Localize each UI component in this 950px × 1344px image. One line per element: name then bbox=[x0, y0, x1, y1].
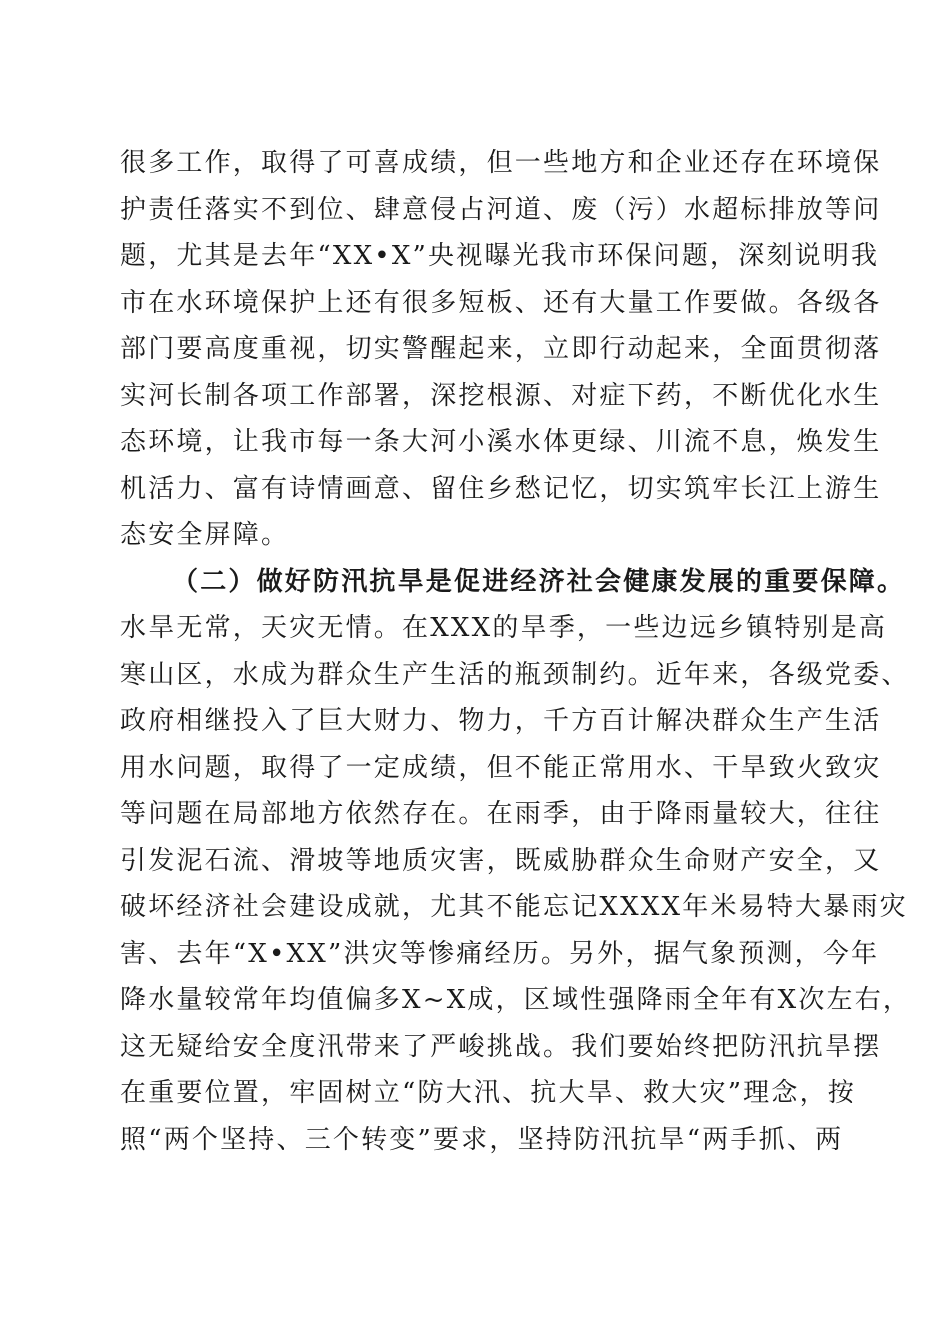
text-line: 用水问题，取得了一定成绩，但不能正常用水、干旱致火致灾 bbox=[120, 752, 882, 783]
text-line: 在重要位置，牢固树立“防大汛、抗大旱、救大灾”理念，按 bbox=[120, 1078, 856, 1108]
text-line: 题，尤其是去年“XX•X”央视曝光我市环保问题，深刻说明我 bbox=[120, 241, 880, 271]
text-line: 态环境，让我市每一条大河小溪水体更绿、川流不息，焕发生 bbox=[120, 427, 882, 457]
text-line: 水旱无常，天灾无情。在XXX的旱季，一些边远乡镇特别是高 bbox=[120, 613, 888, 643]
text-line: 市在水环境保护上还有很多短板、还有大量工作要做。各级各 bbox=[120, 287, 882, 318]
text-line: 寒山区，水成为群众生产生活的瓶颈制约。近年来，各级党委、 bbox=[120, 659, 910, 690]
text-line: 这无疑给安全度汛带来了严峻挑战。我们要始终把防汛抗旱摆 bbox=[120, 1031, 882, 1062]
text-line: 引发泥石流、滑坡等地质灾害，既威胁群众生命财产安全，又 bbox=[120, 845, 882, 876]
text-line: 护责任落实不到位、肆意侵占河道、废（污）水超标排放等问 bbox=[120, 194, 882, 225]
text-line: 政府相继投入了巨大财力、物力，千方百计解决群众生产生活 bbox=[120, 706, 882, 736]
text-line: 照“两个坚持、三个转变”要求，坚持防汛抗旱“两手抓、两 bbox=[120, 1124, 844, 1155]
text-line: 降水量较常年均值偏多X~X成，区域性强降雨全年有X次左右， bbox=[120, 985, 912, 1015]
text-line: 害、去年“X•XX”洪灾等惨痛经历。另外，据气象预测，今年 bbox=[120, 938, 880, 969]
text-line: 实河长制各项工作部署，深挖根源、对症下药，不断优化水生 bbox=[120, 380, 882, 411]
text-line: 部门要高度重视，切实警醒起来，立即行动起来，全面贯彻落 bbox=[120, 334, 882, 364]
text-line: 等问题在局部地方依然存在。在雨季，由于降雨量较大，往往 bbox=[120, 799, 882, 829]
text-line: 机活力、富有诗情画意、留住乡愁记忆，切实筑牢长江上游生 bbox=[120, 473, 882, 504]
text-line: 态安全屏障。 bbox=[120, 520, 290, 550]
text-line: 很多工作，取得了可喜成绩，但一些地方和企业还存在环境保 bbox=[120, 148, 882, 178]
document-body bbox=[120, 140, 912, 1163]
section-heading: （二）做好防汛抗旱是促进经济社会健康发展的重要保障。 bbox=[172, 566, 906, 597]
text-line: 破坏经济社会建设成就，尤其不能忘记XXXX年米易特大暴雨灾 bbox=[120, 892, 908, 922]
